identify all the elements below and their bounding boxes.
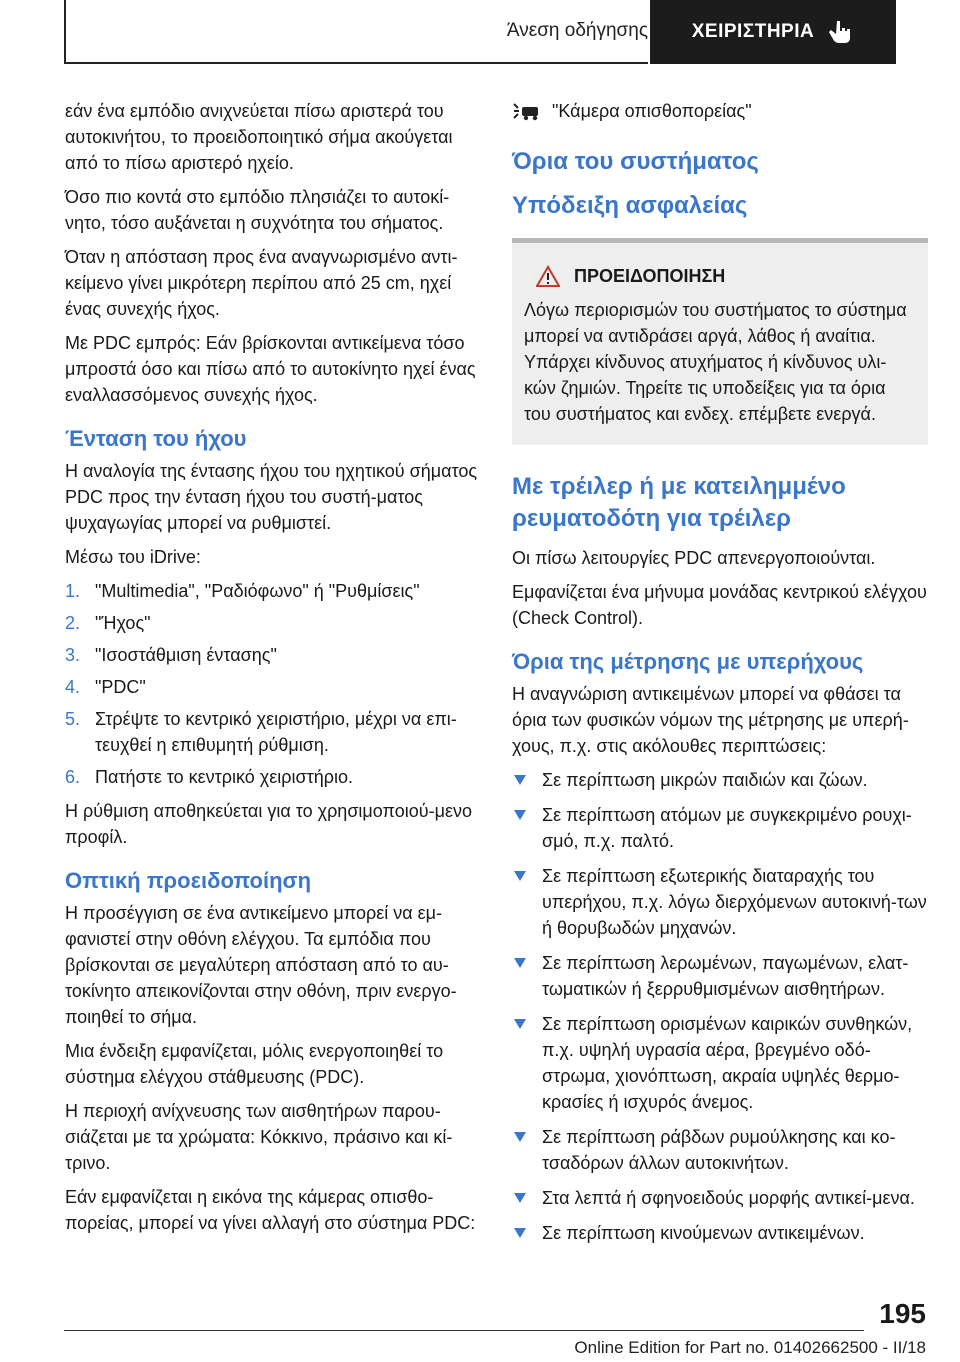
step-text: "Ισοστάθμιση έντασης" (95, 645, 277, 665)
header-section-title: Άνεση οδήγησης (506, 20, 648, 41)
list-item-text: Σε περίπτωση λερωμένων, παγωμένων, ελατ-τωματικών ή ξερρυθμισμένων αισθητήρων. (542, 953, 909, 999)
step-number: 6. (65, 767, 81, 787)
heading-visual-warning: Οπτική προειδοποίηση (65, 868, 312, 893)
warning-header (524, 265, 916, 287)
step-text: "Multimedia", "Ραδιόφωνο" ή "Ρυθμίσεις" (95, 581, 420, 601)
list-item (512, 1185, 928, 1211)
heading-volume: Ένταση του ήχου (65, 426, 247, 451)
heading-trailer: Με τρέιλερ ή με κατειλημμένο ρευματοδότη για τρέιλερ (512, 473, 846, 532)
step-item (65, 764, 480, 790)
paragraph: Οι πίσω λειτουργίες PDC απενεργοποιούνται. (512, 548, 876, 568)
heading-safety-note: Υπόδειξη ασφαλείας (512, 192, 748, 219)
step-text: Πατήστε το κεντρικό χειριστήριο. (95, 767, 353, 787)
pdc-sensor-icon (512, 100, 540, 122)
bullet-triangle-icon (514, 958, 526, 968)
step-text: "PDC" (95, 677, 146, 697)
paragraph: Εμφανίζεται ένα μήνυμα μονάδας κεντρικού ελέγχου (Check Control). (512, 582, 927, 628)
steps-list (65, 578, 480, 790)
header-chapter-label: ΧΕΙΡΙΣΤΗΡΙΑ (691, 21, 815, 42)
list-item-text: Σε περίπτωση κινούμενων αντικειμένων. (542, 1223, 865, 1243)
paragraph: Η αναλογία της έντασης ήχου του ηχητικού σήματος PDC προς την ένταση ήχου του συστή-ματος ψυχαγωγίας μπορεί να ρυθμιστεί. (65, 461, 478, 533)
list-item-text: Σε περίπτωση ορισμένων καιρικών συνθηκών, π.χ. υψηλή υγρασία αέρα, βρεγμένο οδό-στρωμα, χιονόπτωση, ακραία υψηλές θερμο-κρασίες ή ισχυρός άνεμος. (542, 1014, 913, 1112)
footer-edition: Online Edition for Part no. 01402662500 - II/18 (574, 1338, 926, 1357)
list-item (512, 863, 928, 941)
heading-ultrasonic-limits: Όρια της μέτρησης με υπερήχους (512, 649, 864, 674)
list-item-text: Σε περίπτωση εξωτερικής διαταραχής του υπερήχου, π.χ. λόγω διερχόμενων αυτοκινή-των ή θορυβωδών μηχανών. (542, 866, 927, 938)
warning-title: ΠΡΟΕΙΔΟΠΟΙΗΣΗ (574, 265, 726, 286)
warning-text: Λόγω περιορισμών του συστήματος το σύστημα μπορεί να αντιδράσει αργά, λάθος ή αναίτια. Υπάρχει κίνδυνος ατυχήματος ή κίνδυνος υλι-κών ζημιών. Τηρείτε τις υποδείξεις για τα όρια του συστήματος και ενδεχ. επέμβετε ενεργά. (524, 300, 907, 424)
step-item (65, 674, 480, 700)
paragraph: Μέσω του iDrive: (65, 547, 201, 567)
paragraph: Μια ένδειξη εμφανίζεται, μόλις ενεργοποιηθεί το σύστημα ελέγχου στάθμευσης (PDC). (65, 1041, 444, 1087)
list-item-text: Σε περίπτωση μικρών παιδιών και ζώων. (542, 770, 868, 790)
bullet-triangle-icon (514, 810, 526, 820)
step-item (65, 642, 480, 668)
heading-system-limits: Όρια του συστήματος (512, 148, 759, 175)
header-border-left (64, 0, 66, 64)
footer-divider (64, 1330, 864, 1331)
hand-pointer-icon (828, 19, 854, 45)
step-number: 5. (65, 709, 81, 729)
camera-option (512, 98, 928, 124)
paragraph: Η περιοχή ανίχνευσης των αισθητήρων παρου-σιάζεται με τα χρώματα: Κόκκινο, πράσινο και κί-τρινο. (65, 1101, 453, 1173)
paragraph: Η ρύθμιση αποθηκεύεται για το χρησιμοποιού-μενο προφίλ. (65, 801, 472, 847)
limits-list (512, 767, 928, 1246)
bullet-triangle-icon (514, 1019, 526, 1029)
list-item (512, 1011, 928, 1115)
paragraph: Εάν εμφανίζεται η εικόνα της κάμερας οπισθο-πορείας, μπορεί να γίνει αλλαγή στο σύστημα PDC: (65, 1187, 476, 1233)
paragraph: Όσο πιο κοντά στο εμπόδιο πλησιάζει το αυτοκί-νητο, τόσο αυξάνεται η συχνότητα του σήματος. (65, 187, 450, 233)
step-item (65, 578, 480, 604)
bullet-triangle-icon (514, 1193, 526, 1203)
step-number: 1. (65, 581, 81, 601)
warning-box (512, 238, 928, 445)
paragraph: Όταν η απόσταση προς ένα αναγνωρισμένο αντι-κείμενο γίνει μικρότερη περίπου από 25 cm, ηχεί ένας συνεχής ήχος. (65, 247, 458, 319)
bullet-triangle-icon (514, 775, 526, 785)
step-text: Στρέψτε το κεντρικό χειριστήριο, μέχρι να επι-τευχθεί η επιθυμητή ρύθμιση. (95, 709, 457, 755)
camera-option-label: "Κάμερα οπισθοπορείας" (552, 101, 752, 121)
list-item-text: Σε περίπτωση ράβδων ρυμούλκησης και κο-τσαδόρων άλλων αυτοκινήτων. (542, 1127, 896, 1173)
step-item (65, 706, 480, 758)
list-item-text: Σε περίπτωση ατόμων με συγκεκριμένο ρουχι-σμό, π.χ. παλτό. (542, 805, 912, 851)
list-item (512, 767, 928, 793)
list-item (512, 1220, 928, 1246)
header-chapter-tab (650, 0, 896, 64)
bullet-triangle-icon (514, 1228, 526, 1238)
list-item (512, 950, 928, 1002)
header-border-bottom (64, 62, 648, 64)
paragraph: Η αναγνώριση αντικειμένων μπορεί να φθάσει τα όρια των φυσικών νόμων της μέτρησης με υπερή-χους, π.χ. στις ακόλουθες περιπτώσεις: (512, 684, 909, 756)
list-item (512, 802, 928, 854)
paragraph: Με PDC εμπρός: Εάν βρίσκονται αντικείμενα τόσο μπροστά όσο και πίσω από το αυτοκίνητο ηχεί ένας εναλλασσόμενος συνεχής ήχος. (65, 333, 476, 405)
list-item (512, 1124, 928, 1176)
step-text: "Ήχος" (95, 613, 151, 633)
paragraph: εάν ένα εμπόδιο ανιχνεύεται πίσω αριστερά του αυτοκινήτου, το προειδοποιητικό σήμα ακούγεται από το πίσω αριστερό ηχείο. (65, 101, 453, 173)
step-number: 2. (65, 613, 81, 633)
step-number: 4. (65, 677, 81, 697)
list-item-text: Στα λεπτά ή σφηνοειδούς μορφής αντικεί-μενα. (542, 1188, 915, 1208)
bullet-triangle-icon (514, 871, 526, 881)
page-number: 195 (879, 1298, 926, 1329)
paragraph: Η προσέγγιση σε ένα αντικείμενο μπορεί να εμ-φανιστεί στην οθόνη ελέγχου. Τα εμπόδια που βρίσκονται σε μεγαλύτερη απόσταση από το αυ-τοκίνητο απεικονίζονται στην οθόνη, πριν ενεργο-ποιηθεί το σήμα. (65, 903, 457, 1027)
right-column (512, 98, 928, 1255)
step-number: 3. (65, 645, 81, 665)
step-item (65, 610, 480, 636)
warning-triangle-icon (536, 265, 560, 287)
bullet-triangle-icon (514, 1132, 526, 1142)
left-column (65, 98, 480, 1244)
